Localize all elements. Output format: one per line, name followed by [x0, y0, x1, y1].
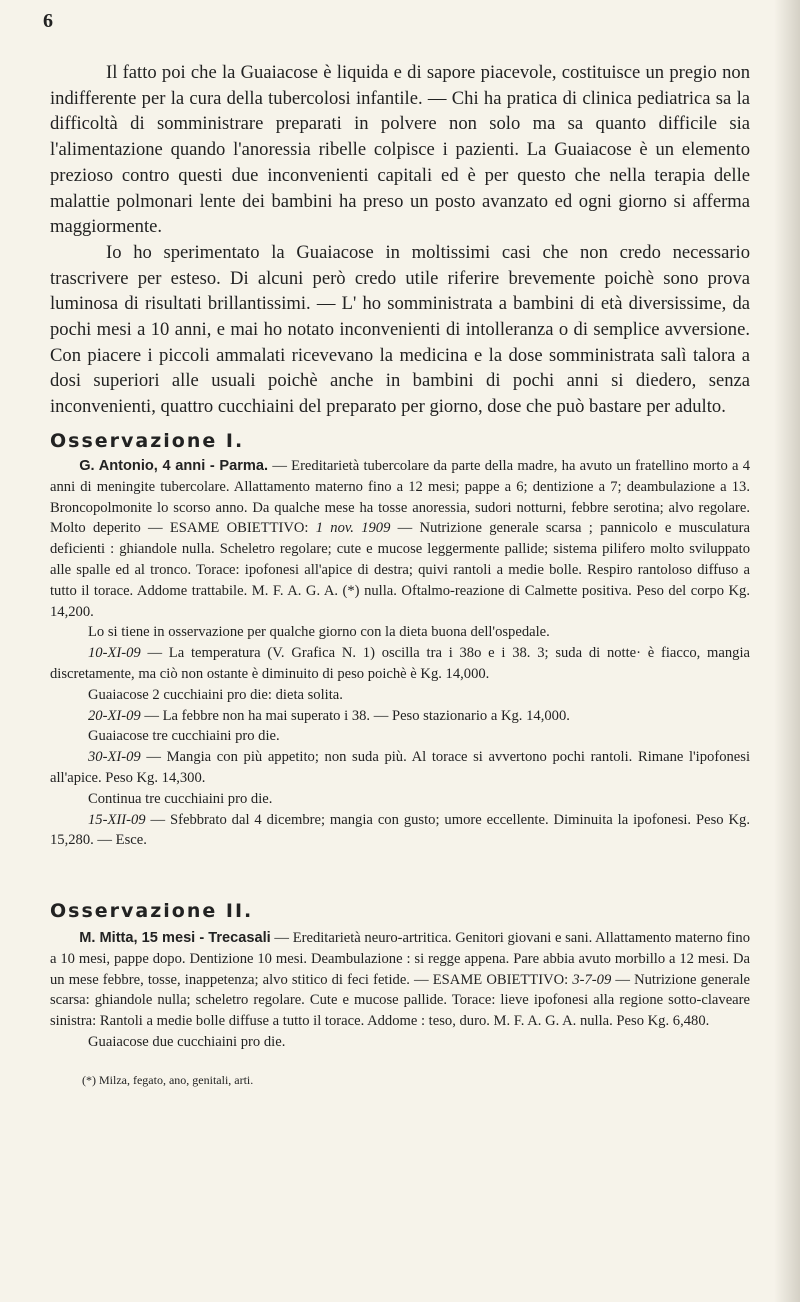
observation-2-heading: Osservazione II. — [50, 900, 254, 922]
observation-1-paragraph: Continua tre cucchiaini pro die. — [88, 790, 273, 807]
entry-date: 20-XI-09 — [88, 707, 141, 724]
page-edge-shadow — [774, 0, 800, 1302]
observation-1-paragraph: Guaiacose 2 cucchiaini pro die: dieta solita. — [88, 686, 343, 703]
footnote: (*) Milza, fegato, ano, genitali, arti. — [82, 1073, 254, 1087]
entry-date: 3-7-09 — [572, 971, 612, 988]
observation-1-paragraph: 15-XII-09 — Sfebbrato dal 4 dicembre; mangia con gusto; umore eccellente. Diminuita la ipofonesi. Peso Kg. 15,280. — Esce. — [50, 811, 750, 849]
entry-date: 15-XII-09 — [88, 811, 146, 828]
observation-1-paragraph: 20-XI-09 — La febbre non ha mai superato i 38. — Peso stazionario a Kg. 14,000. — [88, 707, 570, 724]
patient-name: G. Antonio, 4 anni - Parma. — [79, 458, 269, 474]
intro-paragraph-2: Io ho sperimentato la Guaiacose in moltissimi casi che non credo necessario trascrivere per esteso. Di alcuni però credo utile riferire brevemente poichè sono prova luminosa di risultati brillantissimi. — L' ho somministrata a bambini di età diversissime, da pochi mesi a 10 anni, e mai ho notato inconvenienti di intolleranza o di semplice avversione. Con piacere i piccoli ammalati ricevevano la medicina e la dose somministrata salì talora a dosi superiori alle usuali poichè anche in bambini di pochi anni si diedero, senza inconvenienti, quattro cucchiaini del preparato per giorno, dose che può bastare per adulto. — [50, 241, 750, 418]
observation-1-paragraph: Lo si tiene in osservazione per qualche giorno con la dieta buona dell'ospedale. — [88, 624, 550, 641]
observation-1-body — [50, 456, 750, 851]
observation-2-body — [50, 928, 750, 1053]
intro-paragraph-1: Il fatto poi che la Guaiacose è liquida e di sapore piacevole, costituisce un pregio non indifferente per la cura della tubercolosi infantile. — Chi ha pratica di clinica pediatrica sa la difficoltà di somministrare preparati in polvere non solo ma sa quanto difficile sia l'alimentazione quando l'anoressia ribelle colpisce i pazienti. La Guaiacose è un elemento prezioso contro questi due inconvenienti capitali ed è per questo che nella terapia delle malattie polmonari lente dei bambini ha preso un posto avanzato ed ogni giorno si afferma maggiormente. — [50, 62, 750, 238]
observation-1-paragraph: 10-XI-09 — La temperatura (V. Grafica N. 1) oscilla tra i 38o e i 38. 3; suda di notte· è fiacco, mangia discretamente, ma ciò non ostante è diminuito di peso poichè è Kg. 14,000. — [50, 645, 750, 682]
entry-date: 30-XI-09 — [88, 749, 141, 766]
page-number: 6 — [43, 10, 53, 32]
observation-1-paragraph: 30-XI-09 — Mangia con più appetito; non suda più. Al torace si avvertono pochi rantoli. Rimane l'ipofonesi all'apice. Peso Kg. 14,300. — [50, 749, 750, 786]
observation-2-paragraph: M. Mitta, 15 mesi - Trecasali — Ereditarietà neuro-artritica. Genitori giovani e sani. Allattamento materno fino a 10 mesi, pappe dopo. Dentizione 10 mesi. Deambulazione : si regge appena. Pare abbia avuto morbillo a 12 mesi. Da un mese febbre, tosse, inappetenza; alvo stitico di feci fetide. — ESAME OBIETTIVO: 3-7-09 — Nutrizione generale scarsa: ghiandole nulla; scheletro regolare. Cute e mucose pallide. Torace: lieve ipofonesi alla regione sotto-claveare sinistra: Rantoli a medie bolle diffuse a tutto il torace. Addome : teso, duro. M. F. A. G. A. nulla. Peso Kg. 6,480. — [50, 930, 751, 1030]
observation-1-paragraph: Guaiacose tre cucchiaini pro die. — [88, 728, 280, 745]
observation-1-paragraph: G. Antonio, 4 anni - Parma. — Ereditarietà tubercolare da parte della madre, ha avuto un fratellino morto a 4 anni di meningite tubercolare. Allattamento materno fino a 12 mesi; pappe a 6; dentizione a 7; deambulazione a 13. Broncopolmonite lo scorso anno. Da qualche mese ha tosse anoressia, sudori notturni, febbre serotina; alvo regolare. Molto deperito — ESAME OBIETTIVO: 1 nov. 1909 — Nutrizione generale scarsa ; pannicolo e musculatura deficienti : ghiandole nulla. Scheletro regolare; cute e mucose leggermente pallide; sistema pilifero molto sviluppato alle spalle ed al tronco. Torace: ipofonesi all'apice di destra; quivi rantoli a medie bolle. Respiro rantoloso diffuso a tutto il torace. Addome trattabile. M. F. A. G. A. (*) nulla. Oftalmo-reazione di Calmette positiva. Peso del corpo Kg. 14,200. — [50, 458, 750, 620]
entry-date: 10-XI-09 — [88, 645, 141, 662]
observation-2-paragraph: Guaiacose due cucchiaini pro die. — [88, 1033, 286, 1050]
intro-section — [50, 60, 750, 420]
observation-1-heading: Osservazione I. — [50, 430, 245, 452]
entry-date: 1 nov. 1909 — [315, 520, 391, 537]
patient-name: M. Mitta, 15 mesi - Trecasali — [79, 930, 271, 946]
